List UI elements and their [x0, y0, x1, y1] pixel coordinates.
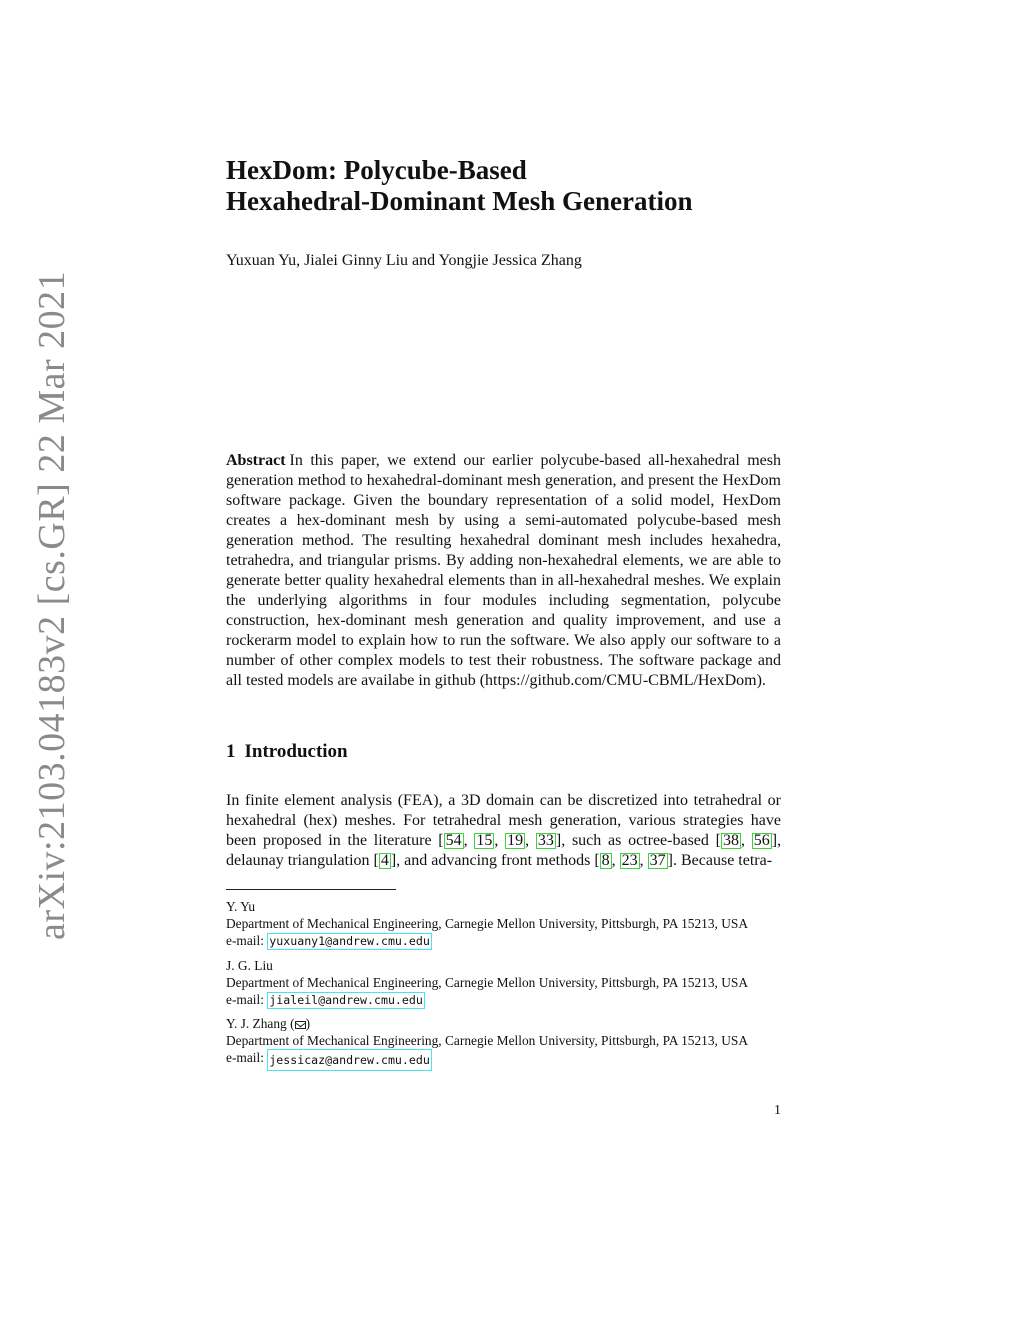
footnote-author-name-row	[226, 1015, 786, 1032]
author-footnote-yu	[226, 898, 786, 950]
citation-link[interactable]: 54	[445, 832, 462, 849]
introduction-paragraph	[226, 791, 781, 871]
intro-text: ,	[463, 832, 475, 849]
author-list: Yuxuan Yu, Jialei Ginny Liu and Yongjie Jessica Zhang	[226, 252, 582, 269]
intro-text: ,	[740, 832, 752, 849]
footnote-email-line	[226, 932, 786, 950]
section-title: Introduction	[244, 741, 348, 762]
intro-text: ,	[494, 832, 506, 849]
author-footnote-liu	[226, 957, 786, 1009]
email-label: e-mail:	[226, 933, 264, 948]
footnote-author-name: Y. Yu	[226, 899, 256, 914]
paper-title-line-2: Hexahedral-Dominant Mesh Generation	[226, 186, 693, 216]
citation-link[interactable]: 23	[621, 852, 638, 869]
abstract-text: In this paper, we extend our earlier polycube-based all-hexahedral mesh generation method to hexahedral-dominant mesh generation, and present the HexDom software package. Given the boundary representation of a solid model, HexDom creates a hex-dominant mesh by using a semi-automated polycube-based mesh generation method. The resulting hexahedral dominant mesh includes hexahedra, tetrahedra, and triangular prisms. By adding non-hexahedral elements, we are able to generate better quality hexahedral elements than in all-hexahedral meshes. We explain the underlying algorithms in four modules including segmentation, polycube construction, hex-dominant mesh generation and quality improvement, and use a rockerarm model to explain how to run the software. We also apply our software to a number of other complex models to test their robustness. The software package and all tested models are availabe in github (https://github.com/CMU-CBML/HexDom).	[226, 452, 781, 689]
intro-text: ,	[639, 852, 648, 869]
footnote-author-name: Y. J. Zhang (	[226, 1016, 295, 1031]
footnote-email-line	[226, 1049, 786, 1071]
abstract-label: Abstract	[226, 452, 286, 469]
citation-link[interactable]: 4	[380, 852, 389, 869]
email-label: e-mail:	[226, 1050, 264, 1065]
footnote-author-name: J. G. Liu	[226, 958, 273, 973]
citation-link[interactable]: 37	[649, 852, 666, 869]
citation-link[interactable]: 15	[476, 832, 493, 849]
citation-link[interactable]: 19	[507, 832, 524, 849]
citation-link[interactable]: 38	[722, 832, 739, 849]
footnote-affiliation: Department of Mechanical Engineering, Carnegie Mellon University, Pittsburgh, PA 15213, USA	[226, 1033, 749, 1048]
email-link[interactable]: yuxuany1@andrew.cmu.edu	[269, 934, 430, 948]
email-label: e-mail:	[226, 992, 264, 1007]
intro-text: In finite element analysis (FEA), a 3D domain can be discretized into tetrahedral or hexahedral (hex) meshes. For tetrahedral mesh generation, various strategies have been proposed in the literature [	[226, 792, 781, 849]
section-heading-introduction	[226, 741, 348, 763]
citation-link[interactable]: 56	[753, 832, 770, 849]
abstract	[226, 451, 781, 691]
paper-title-line-1: HexDom: Polycube-Based	[226, 155, 527, 185]
intro-text: ], such as octree-based [	[555, 832, 721, 849]
envelope-icon	[295, 1021, 306, 1029]
footnote-affiliation: Department of Mechanical Engineering, Carnegie Mellon University, Pittsburgh, PA 15213, USA	[226, 975, 749, 990]
footnote-affiliation: Department of Mechanical Engineering, Carnegie Mellon University, Pittsburgh, PA 15213, USA	[226, 916, 749, 931]
page-number: 1	[774, 1103, 781, 1118]
footnote-author-name-suffix: )	[305, 1016, 311, 1031]
intro-text: ,	[611, 852, 620, 869]
arxiv-identifier-stamp: arXiv:2103.04183v2 [cs.GR] 22 Mar 2021	[31, 270, 73, 940]
footnote-divider	[226, 889, 396, 890]
intro-text: ]. Because tetra-	[667, 852, 773, 869]
citation-link[interactable]: 8	[601, 852, 610, 869]
intro-text: ], delaunay triangulation [	[226, 832, 782, 869]
intro-text: ,	[525, 832, 536, 849]
footnote-email-line	[226, 991, 786, 1009]
paper-title	[226, 155, 786, 217]
intro-text: ], and advancing front methods [	[390, 852, 600, 869]
email-link[interactable]: jialeil@andrew.cmu.edu	[269, 993, 423, 1007]
email-link[interactable]: jessicaz@andrew.cmu.edu	[267, 1049, 432, 1071]
citation-link[interactable]: 33	[537, 832, 554, 849]
section-number: 1	[226, 741, 236, 762]
author-footnote-zhang	[226, 1015, 786, 1071]
